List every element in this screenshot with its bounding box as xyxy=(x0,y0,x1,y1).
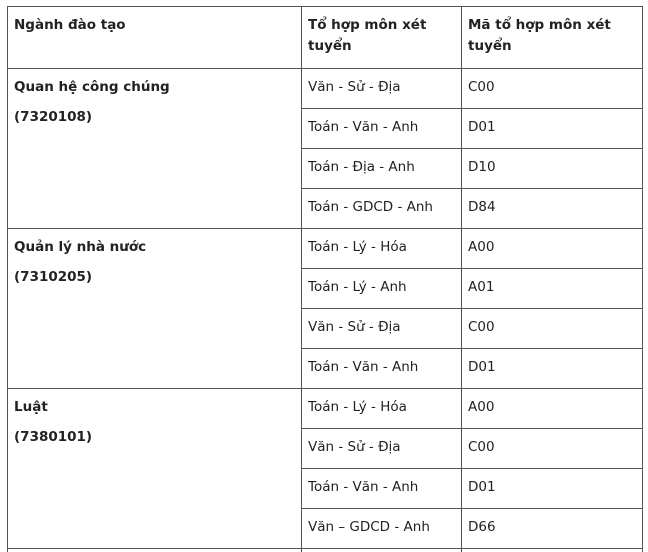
combination-cell: Văn - Sử - Địa xyxy=(302,429,462,469)
combination-cell: Văn – GDCD - Anh xyxy=(302,509,462,549)
major-name: Quản lý nhà nước xyxy=(14,239,147,255)
combination-cell: Toán - Văn - Anh xyxy=(302,349,462,389)
header-major: Ngành đào tạo xyxy=(8,7,302,69)
combination-code-cell: C00 xyxy=(462,69,643,109)
combination-cell: Toán - Văn - Anh xyxy=(302,109,462,149)
combination-code-cell: D10 xyxy=(462,149,643,189)
admission-combinations-table xyxy=(7,6,643,552)
major-name: Luật xyxy=(14,399,48,415)
table-row-cut-off xyxy=(8,549,643,552)
major-name: Quan hệ công chúng xyxy=(14,79,170,95)
combination-code-cell: C00 xyxy=(462,309,643,349)
major-cell xyxy=(8,389,302,549)
combination-code-cell: D01 xyxy=(462,469,643,509)
combination-code-cell: D84 xyxy=(462,189,643,229)
empty-cell xyxy=(302,549,462,552)
combination-cell: Toán - Lý - Hóa xyxy=(302,229,462,269)
table-row xyxy=(8,389,643,429)
combination-code-cell: D01 xyxy=(462,109,643,149)
table-row xyxy=(8,69,643,109)
header-combination-code: Mã tổ hợp môn xét tuyển xyxy=(462,7,643,69)
combination-code-cell: C00 xyxy=(462,429,643,469)
table-row xyxy=(8,229,643,269)
major-code: (7320108) xyxy=(14,109,93,125)
header-combination: Tổ hợp môn xét tuyển xyxy=(302,7,462,69)
empty-cell xyxy=(462,549,643,552)
table-header-row xyxy=(8,7,643,69)
major-code: (7310205) xyxy=(14,269,93,285)
empty-cell xyxy=(8,549,302,552)
combination-code-cell: A00 xyxy=(462,389,643,429)
combination-cell: Toán - GDCD - Anh xyxy=(302,189,462,229)
major-cell xyxy=(8,69,302,229)
combination-code-cell: A00 xyxy=(462,229,643,269)
combination-cell: Toán - Địa - Anh xyxy=(302,149,462,189)
major-code: (7380101) xyxy=(14,429,93,445)
combination-code-cell: D66 xyxy=(462,509,643,549)
combination-code-cell: D01 xyxy=(462,349,643,389)
combination-cell: Toán - Lý - Anh xyxy=(302,269,462,309)
major-cell xyxy=(8,229,302,389)
combination-code-cell: A01 xyxy=(462,269,643,309)
combination-cell: Toán - Lý - Hóa xyxy=(302,389,462,429)
combination-cell: Văn - Sử - Địa xyxy=(302,309,462,349)
combination-cell: Văn - Sử - Địa xyxy=(302,69,462,109)
combination-cell: Toán - Văn - Anh xyxy=(302,469,462,509)
